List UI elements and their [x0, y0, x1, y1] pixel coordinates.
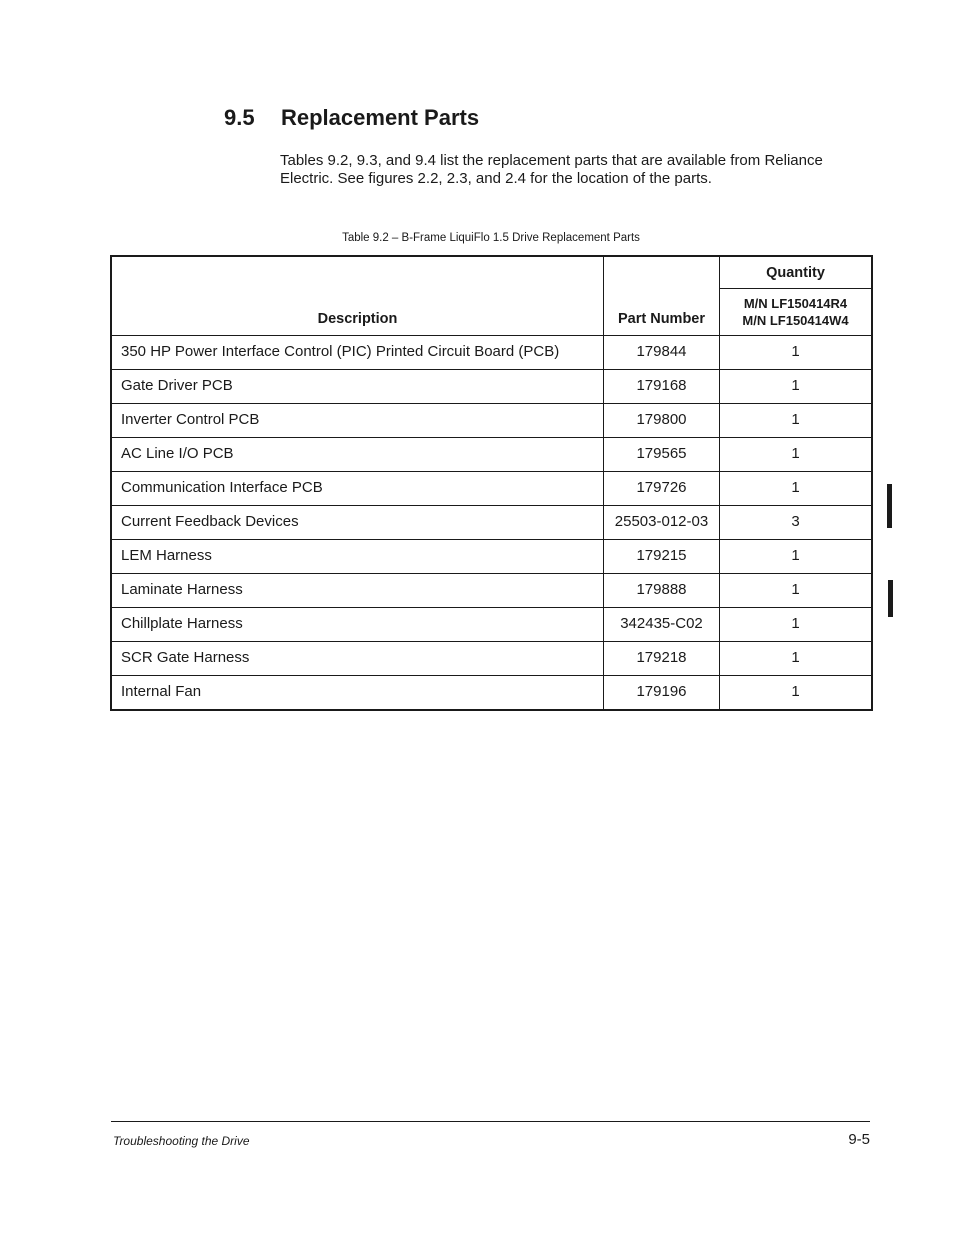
footer-divider — [111, 1121, 870, 1122]
header-model-line-1: M/N LF150414R4 — [743, 296, 848, 311]
header-model-line-2: M/N LF150414W4 — [742, 313, 849, 328]
table-row — [112, 370, 872, 404]
cell-description: Inverter Control PCB — [112, 404, 604, 438]
cell-quantity: 1 — [720, 574, 872, 608]
section-heading — [224, 103, 479, 133]
cell-description: Current Feedback Devices — [112, 506, 604, 540]
cell-description: 350 HP Power Interface Control (PIC) Printed Circuit Board (PCB) — [112, 336, 604, 370]
cell-part-number: 179168 — [604, 370, 720, 404]
table-caption: Table 9.2 – B-Frame LiquiFlo 1.5 Drive Replacement Parts — [342, 232, 640, 244]
section-title: Replacement Parts — [281, 105, 480, 130]
table-row — [112, 404, 872, 438]
intro-paragraph: Tables 9.2, 9.3, and 9.4 list the replacement parts that are available from Reliance Electric. See figures 2.2, 2.3, and 2.4 for the location of the parts. — [280, 152, 823, 187]
cell-part-number: 179800 — [604, 404, 720, 438]
table-row — [112, 540, 872, 574]
cell-description: LEM Harness — [112, 540, 604, 574]
cell-quantity: 1 — [720, 472, 872, 506]
cell-quantity: 1 — [720, 642, 872, 676]
cell-quantity: 1 — [720, 676, 872, 710]
cell-part-number: 179565 — [604, 438, 720, 472]
table-row — [112, 608, 872, 642]
change-bar — [888, 580, 893, 617]
cell-description: Laminate Harness — [112, 574, 604, 608]
header-quantity: Quantity — [720, 257, 872, 289]
header-model-numbers — [720, 289, 872, 336]
header-part-number: Part Number — [604, 257, 720, 336]
table-row — [112, 438, 872, 472]
replacement-parts-table — [111, 256, 872, 710]
cell-quantity: 1 — [720, 336, 872, 370]
header-description: Description — [112, 257, 604, 336]
cell-description: Internal Fan — [112, 676, 604, 710]
cell-quantity: 1 — [720, 540, 872, 574]
table-body — [112, 336, 872, 710]
table-row — [112, 336, 872, 370]
cell-quantity: 1 — [720, 404, 872, 438]
cell-part-number: 25503-012-03 — [604, 506, 720, 540]
section-number: 9.5 — [224, 105, 255, 130]
cell-quantity: 3 — [720, 506, 872, 540]
cell-quantity: 1 — [720, 438, 872, 472]
table-row — [112, 574, 872, 608]
cell-part-number: 179844 — [604, 336, 720, 370]
page-number: 9-5 — [848, 1131, 870, 1148]
cell-description: Chillplate Harness — [112, 608, 604, 642]
table-row — [112, 676, 872, 710]
cell-quantity: 1 — [720, 608, 872, 642]
cell-description: Gate Driver PCB — [112, 370, 604, 404]
table-row — [112, 642, 872, 676]
cell-part-number: 342435-C02 — [604, 608, 720, 642]
cell-quantity: 1 — [720, 370, 872, 404]
change-bar — [887, 484, 892, 528]
table-row — [112, 472, 872, 506]
cell-part-number: 179215 — [604, 540, 720, 574]
footer-title: Troubleshooting the Drive — [113, 1134, 250, 1148]
cell-description: AC Line I/O PCB — [112, 438, 604, 472]
cell-part-number: 179196 — [604, 676, 720, 710]
cell-description: SCR Gate Harness — [112, 642, 604, 676]
cell-part-number: 179726 — [604, 472, 720, 506]
cell-description: Communication Interface PCB — [112, 472, 604, 506]
cell-part-number: 179888 — [604, 574, 720, 608]
table-row — [112, 506, 872, 540]
cell-part-number: 179218 — [604, 642, 720, 676]
